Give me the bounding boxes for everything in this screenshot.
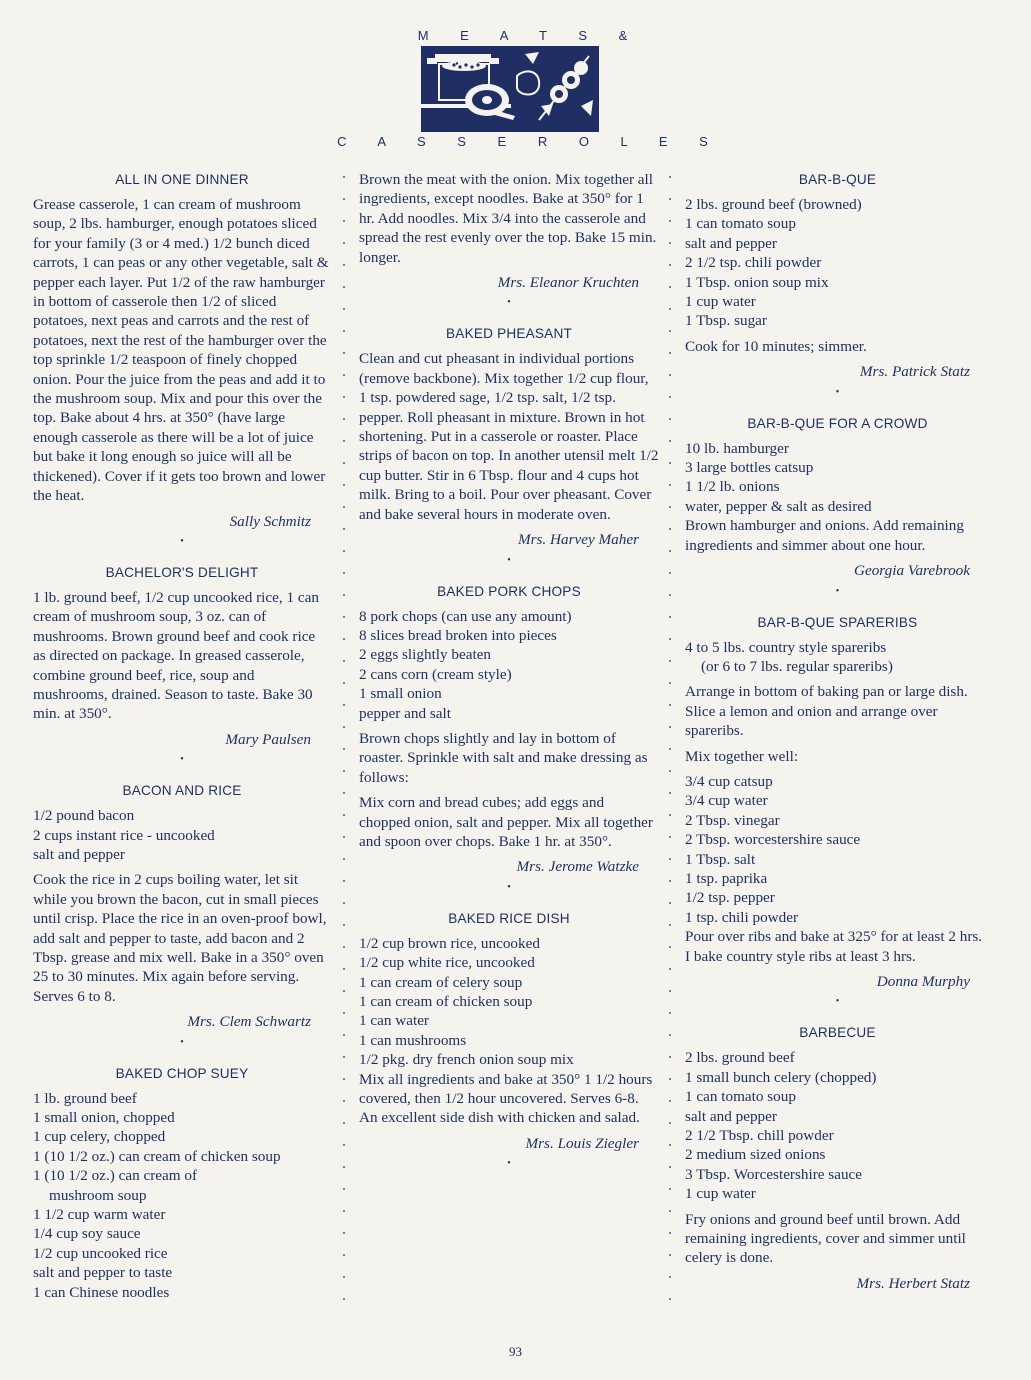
ingredient: 1 can tomato soup bbox=[685, 215, 796, 233]
ingredient: water, pepper & salt as desired bbox=[685, 497, 872, 515]
rule-dot bbox=[669, 1166, 671, 1168]
rule-dot bbox=[669, 770, 671, 772]
ingredient: 3 Tbsp. Worcestershire sauce bbox=[685, 1165, 863, 1183]
ingredient: 1 Tbsp. sugar bbox=[685, 312, 767, 330]
ingredient: (or 6 to 7 lbs. regular spareribs) bbox=[701, 657, 893, 675]
rule-dot bbox=[343, 836, 345, 838]
ingredient-list bbox=[685, 1048, 990, 1203]
rule-dot bbox=[343, 418, 345, 420]
recipe-directions: Pour over ribs and bake at 325° for at least 2 hrs. I bake country style ribs at least 3 hrs. bbox=[685, 928, 983, 965]
rule-dot bbox=[669, 1254, 671, 1256]
rule-dot bbox=[669, 330, 671, 332]
rule-dot bbox=[669, 484, 671, 486]
rule-dot bbox=[343, 748, 345, 750]
rule-dot bbox=[343, 1210, 345, 1212]
recipe-separator-dot: • bbox=[180, 754, 184, 766]
column-middle bbox=[359, 170, 659, 1185]
rule-dot bbox=[669, 1078, 671, 1080]
rule-dot bbox=[343, 220, 345, 222]
recipe-directions: Mix together well: bbox=[685, 747, 799, 765]
ingredient: 1/4 cup soy sauce bbox=[33, 1225, 141, 1243]
rule-dot bbox=[343, 198, 345, 200]
rule-dot bbox=[669, 1188, 671, 1190]
recipe-baked-pork-chops bbox=[359, 582, 659, 895]
recipe-separator-dot: • bbox=[507, 1158, 511, 1170]
ingredient: 3 large bottles catsup bbox=[685, 459, 814, 477]
rule-dot bbox=[669, 1144, 671, 1146]
rule-dot bbox=[669, 440, 671, 442]
rule-dot bbox=[343, 990, 345, 992]
ingredient: 1 can water bbox=[359, 1012, 429, 1030]
ingredient: mushroom soup bbox=[49, 1186, 147, 1204]
ingredient: 3/4 cup catsup bbox=[685, 772, 773, 790]
rule-dot bbox=[669, 396, 671, 398]
ingredient: 1 can cream of celery soup bbox=[359, 973, 523, 991]
rule-dot bbox=[669, 594, 671, 596]
ingredient: salt and pepper bbox=[685, 234, 777, 252]
ingredient: 1 tsp. chili powder bbox=[685, 908, 799, 926]
recipe-author: Mrs. Herbert Statz bbox=[856, 1274, 970, 1292]
ingredient: 1 small onion, chopped bbox=[33, 1109, 175, 1127]
ingredient: 1 Tbsp. onion soup mix bbox=[685, 273, 829, 291]
ingredient-list bbox=[359, 607, 659, 723]
recipe-author: Georgia Varebrook bbox=[854, 562, 970, 580]
ingredient: 2 lbs. ground beef (browned) bbox=[685, 196, 862, 213]
rule-dot bbox=[669, 1100, 671, 1102]
rule-dot bbox=[669, 418, 671, 420]
ingredient-list bbox=[33, 806, 331, 864]
rule-dot bbox=[669, 1298, 671, 1300]
rule-dot bbox=[669, 264, 671, 266]
recipe-author: Mary Paulsen bbox=[225, 730, 311, 748]
rule-dot bbox=[669, 1122, 671, 1124]
rule-dot bbox=[343, 1166, 345, 1168]
rule-dot bbox=[343, 1012, 345, 1014]
rule-dot bbox=[669, 726, 671, 728]
rule-dot bbox=[669, 858, 671, 860]
ingredient: 8 pork chops (can use any amount) bbox=[359, 607, 572, 625]
rule-dot bbox=[343, 1100, 345, 1102]
rule-dot bbox=[343, 726, 345, 728]
recipe-separator-dot: • bbox=[180, 535, 184, 547]
ingredient: 1 (10 1/2 oz.) can cream of chicken soup bbox=[33, 1147, 281, 1165]
ingredient: 1 tsp. paprika bbox=[685, 869, 768, 887]
rule-dot bbox=[669, 946, 671, 948]
recipe-directions: Cook the rice in 2 cups boiling water, let sit while you brown the bacon, cut in small pieces until crisp. Place the rice in an oven-proof bowl, add salt and pepper to taste, add bacon and 2 Tbsp. grease and mix well. Bake in a 350° oven 25 to 30 minutes. Mix again before serving. Serves 6 to 8. bbox=[33, 871, 327, 1005]
rule-dot bbox=[669, 308, 671, 310]
rule-dot bbox=[343, 1034, 345, 1036]
rule-dot bbox=[669, 550, 671, 552]
rule-dot bbox=[669, 1210, 671, 1212]
ingredient: 1/2 pound bacon bbox=[33, 807, 135, 825]
rule-dot bbox=[343, 528, 345, 530]
recipe-separator-dot: • bbox=[835, 585, 840, 597]
recipe-directions: Mix all ingredients and bake at 350° 1 1/2 hours covered, then 1/2 hour uncovered. Serves 6-8. An excellent side dish with chicken and salad. bbox=[359, 1070, 653, 1127]
rule-dot bbox=[343, 902, 345, 904]
rule-dot bbox=[343, 396, 345, 398]
recipe-title: BAKED CHOP SUEY bbox=[115, 1065, 249, 1081]
ingredient: 2 cans corn (cream style) bbox=[359, 665, 512, 683]
rule-dot bbox=[669, 506, 671, 508]
recipe-baked-chop-suey-continued bbox=[359, 170, 659, 310]
recipe-author: Mrs. Louis Ziegler bbox=[525, 1134, 639, 1152]
rule-dot bbox=[343, 682, 345, 684]
rule-dot bbox=[343, 704, 345, 706]
rule-dot bbox=[669, 660, 671, 662]
rule-dot bbox=[343, 1144, 345, 1146]
ingredient: 1 can cream of chicken soup bbox=[359, 993, 533, 1010]
page-number: 93 bbox=[509, 1344, 522, 1359]
rule-dot bbox=[343, 946, 345, 948]
recipe-title: BAR-B-QUE FOR A CROWD bbox=[747, 415, 928, 431]
recipe-title: BAKED PORK CHOPS bbox=[437, 583, 581, 599]
ingredient-list bbox=[685, 638, 990, 677]
recipe-author: Mrs. Jerome Watzke bbox=[516, 858, 639, 876]
recipe-author: Mrs. Clem Schwartz bbox=[187, 1013, 311, 1031]
recipe-directions: Fry onions and ground beef until brown. Add remaining ingredients, cover and simmer until celery is done. bbox=[685, 1210, 966, 1267]
rule-dot bbox=[343, 924, 345, 926]
ingredient: 1 1/2 lb. onions bbox=[685, 478, 780, 496]
rule-dot bbox=[343, 550, 345, 552]
recipe-author: Mrs. Eleanor Kruchten bbox=[497, 274, 639, 292]
recipe-baked-chop-suey bbox=[33, 1064, 331, 1302]
ingredient: 1/2 cup uncooked rice bbox=[33, 1244, 168, 1262]
ingredient-list bbox=[359, 934, 659, 1070]
recipe-title: BACHELOR'S DELIGHT bbox=[105, 564, 259, 580]
recipe-title: BARBECUE bbox=[799, 1025, 876, 1041]
rule-dot bbox=[343, 1078, 345, 1080]
ingredient: 1 (10 1/2 oz.) can cream of bbox=[33, 1167, 198, 1185]
ingredient: 2 eggs slightly beaten bbox=[359, 646, 492, 664]
rule-dot bbox=[343, 880, 345, 882]
rule-dot bbox=[669, 682, 671, 684]
rule-dot bbox=[669, 198, 671, 200]
rule-dot bbox=[669, 1232, 671, 1234]
rule-dot bbox=[343, 660, 345, 662]
rule-dot bbox=[343, 1122, 345, 1124]
ingredient: 1 small bunch celery (chopped) bbox=[685, 1068, 877, 1086]
ingredient: 2 1/2 Tbsp. chill powder bbox=[685, 1127, 834, 1145]
rule-dot bbox=[343, 286, 345, 288]
recipe-author: Mrs. Patrick Statz bbox=[859, 363, 970, 381]
rule-dot bbox=[343, 330, 345, 332]
ingredient: 1 can tomato soup bbox=[685, 1088, 796, 1106]
rule-dot bbox=[669, 1012, 671, 1014]
ingredient: 10 lb. hamburger bbox=[685, 439, 789, 457]
ingredient: 1 1/2 cup warm water bbox=[33, 1206, 166, 1224]
recipe-separator-dot: • bbox=[507, 297, 511, 309]
ingredient: 2 Tbsp. vinegar bbox=[685, 811, 780, 829]
rule-dot bbox=[669, 836, 671, 838]
rule-dot bbox=[343, 968, 345, 970]
recipe-all-in-one-dinner bbox=[33, 170, 331, 549]
recipe-title: BAR-B-QUE SPARERIBS bbox=[757, 614, 918, 630]
rule-dot bbox=[343, 374, 345, 376]
rule-dot bbox=[343, 1298, 345, 1300]
rule-dot bbox=[669, 374, 671, 376]
ingredient: 4 to 5 lbs. country style spareribs bbox=[685, 638, 887, 656]
ingredient: 2 1/2 tsp. chili powder bbox=[685, 254, 822, 272]
rule-dot bbox=[343, 352, 345, 354]
rule-dot bbox=[669, 814, 671, 816]
rule-dot bbox=[343, 242, 345, 244]
ingredient: 1 small onion bbox=[359, 685, 442, 703]
recipe-directions: Cook for 10 minutes; simmer. bbox=[685, 337, 867, 355]
rule-dot bbox=[669, 1056, 671, 1058]
rule-dot bbox=[669, 176, 671, 178]
ingredient: salt and pepper bbox=[685, 1107, 777, 1125]
ingredient: 1 Tbsp. salt bbox=[685, 850, 756, 868]
rule-dot bbox=[343, 770, 345, 772]
rule-dot bbox=[343, 616, 345, 618]
ingredient: 1 can mushrooms bbox=[359, 1031, 467, 1049]
rule-dot bbox=[669, 748, 671, 750]
rule-dot bbox=[669, 704, 671, 706]
recipe-directions: Clean and cut pheasant in individual portions (remove backbone). Mix together 1/2 cup flour, 1 tsp. powdered sage, 1/2 tsp. salt, 1/2 tsp. pepper. Roll pheasant in mixture. Brown in hot shortening. Put in a casserole or roaster. Place strips of bacon on top. In another utensil melt 1/2 cup butter. Stir in 6 Tbsp. flour and 4 cups hot milk. Bring to a boil. Pour over pheasant. Cover and bake several hours in moderate oven. bbox=[359, 350, 659, 523]
rule-dot bbox=[669, 968, 671, 970]
rule-dot bbox=[669, 638, 671, 640]
ingredient: 8 slices bread broken into pieces bbox=[359, 626, 557, 644]
rule-dot bbox=[669, 990, 671, 992]
recipe-separator-dot: • bbox=[507, 881, 511, 893]
recipe-title: ALL IN ONE DINNER bbox=[115, 172, 249, 187]
recipe-baked-rice-dish bbox=[359, 909, 659, 1171]
rule-dot bbox=[669, 352, 671, 354]
rule-dot bbox=[669, 1034, 671, 1036]
recipe-bachelors-delight bbox=[33, 563, 331, 767]
column-divider-right bbox=[669, 176, 673, 1306]
rule-dot bbox=[343, 572, 345, 574]
ingredient-list bbox=[685, 195, 990, 331]
column-left bbox=[33, 170, 331, 1302]
column-right bbox=[685, 170, 990, 1293]
recipe-author: Sally Schmitz bbox=[229, 512, 311, 530]
ingredient: 2 medium sized onions bbox=[685, 1146, 826, 1164]
rule-dot bbox=[669, 286, 671, 288]
rule-dot bbox=[669, 462, 671, 464]
recipe-directions: Arrange in bottom of baking pan or large dish. Slice a lemon and onion and arrange over spareribs. bbox=[685, 683, 968, 740]
recipe-directions: Mix corn and bread cubes; add eggs and chopped onion, salt and pepper. Mix all together and spoon over chops. Bake 1 hr. at 350°. bbox=[359, 794, 653, 850]
recipe-barbecue bbox=[685, 1023, 990, 1293]
ingredient: 2 cups instant rice - uncooked bbox=[33, 826, 215, 844]
rule-dot bbox=[343, 506, 345, 508]
ingredient: 1 cup celery, chopped bbox=[33, 1128, 166, 1146]
ingredient: 1/2 pkg. dry french onion soup mix bbox=[359, 1051, 574, 1069]
rule-dot bbox=[343, 1254, 345, 1256]
rule-dot bbox=[343, 1232, 345, 1234]
ingredient: 1 cup water bbox=[685, 1185, 756, 1203]
recipe-separator-dot: • bbox=[835, 996, 840, 1008]
rule-dot bbox=[669, 572, 671, 574]
rule-dot bbox=[669, 220, 671, 222]
recipe-bacon-and-rice bbox=[33, 781, 331, 1049]
ingredient: pepper and salt bbox=[359, 704, 451, 722]
rule-dot bbox=[343, 814, 345, 816]
ingredient: 2 lbs. ground beef bbox=[685, 1049, 795, 1067]
ingredient: 1/2 tsp. pepper bbox=[685, 889, 775, 907]
recipe-title: BACON AND RICE bbox=[122, 783, 242, 799]
rule-dot bbox=[669, 880, 671, 882]
recipe-author: Donna Murphy bbox=[876, 973, 970, 990]
recipe-bar-b-que-for-a-crowd bbox=[685, 414, 990, 599]
recipe-baked-pheasant bbox=[359, 324, 659, 567]
recipe-directions: Brown hamburger and onions. Add remaining ingredients and simmer about one hour. bbox=[685, 517, 964, 554]
ingredient: 3/4 cup water bbox=[685, 792, 768, 810]
rule-dot bbox=[669, 528, 671, 530]
rule-dot bbox=[669, 792, 671, 794]
ingredient-list bbox=[33, 1089, 331, 1302]
recipe-directions: Brown chops slightly and lay in bottom of roaster. Sprinkle with salt and make dressing as follows: bbox=[359, 729, 648, 786]
rule-dot bbox=[343, 484, 345, 486]
section-title-top: M E A T S & bbox=[417, 28, 642, 43]
rule-dot bbox=[343, 1188, 345, 1190]
rule-dot bbox=[669, 1276, 671, 1278]
rule-dot bbox=[669, 616, 671, 618]
recipe-directions: Grease casserole, 1 can cream of mushroom soup, 2 lbs. hamburger, enough potatoes sliced for your family (3 or 4 med.) 1/2 bunch diced carrots, 1 can peas or any other vegetable, salt & pepper each layer. Put 1/2 of the raw hamburger in bottom of casserole then 1/2 of sliced potatoes, next peas and carrots and the rest of potatoes, next the rest of the hamburger over the top sprinkle 1/2 teaspoon of finely chopped onion. Pour the juice from the peas and add it to the mushroom soup. Mix and pour this over the top. Bake about 4 hrs. at 350° (have large enough casserole as there will be a lot of juice but bake it long enough so juice will all be thickened). Cover if it gets too brown and lower the heat. bbox=[33, 196, 329, 505]
recipe-separator-dot: • bbox=[835, 386, 840, 398]
rule-dot bbox=[669, 902, 671, 904]
ingredient: 1/2 cup white rice, uncooked bbox=[359, 954, 535, 972]
ingredient: 2 Tbsp. worcestershire sauce bbox=[685, 831, 861, 849]
recipe-title: BAKED PHEASANT bbox=[446, 326, 572, 342]
rule-dot bbox=[343, 1056, 345, 1058]
rule-dot bbox=[343, 638, 345, 640]
recipe-title: BAR-B-QUE bbox=[798, 172, 877, 187]
rule-dot bbox=[343, 858, 345, 860]
ingredient: 1 lb. ground beef bbox=[33, 1089, 137, 1107]
rule-dot bbox=[343, 440, 345, 442]
ingredient-list bbox=[685, 772, 990, 927]
rule-dot bbox=[343, 1276, 345, 1278]
rule-dot bbox=[343, 308, 345, 310]
ingredient-list bbox=[685, 439, 990, 517]
ingredient: 1 cup water bbox=[685, 293, 756, 311]
rule-dot bbox=[343, 176, 345, 178]
rule-dot bbox=[343, 594, 345, 596]
section-title-bottom: C A S S E R O L E S bbox=[337, 134, 722, 149]
rule-dot bbox=[343, 462, 345, 464]
ingredient: salt and pepper bbox=[33, 845, 125, 863]
ingredient: 1 can Chinese noodles bbox=[33, 1283, 170, 1301]
recipe-separator-dot: • bbox=[180, 1036, 184, 1048]
rule-dot bbox=[669, 924, 671, 926]
rule-dot bbox=[343, 792, 345, 794]
recipe-directions: Brown the meat with the onion. Mix together all ingredients, except noodles. Bake at 350° for 1 hr. Add noodles. Mix 3/4 into the casserole and spread the rest evenly over the top. Bake 15 min. longer. bbox=[359, 171, 657, 266]
recipe-author: Mrs. Harvey Maher bbox=[517, 531, 639, 549]
ingredient: 1/2 cup brown rice, uncooked bbox=[359, 934, 540, 952]
rule-dot bbox=[343, 264, 345, 266]
recipe-bar-b-que bbox=[685, 170, 990, 400]
pot-meat-onion-emblem-icon bbox=[421, 46, 599, 137]
recipe-title: BAKED RICE DISH bbox=[448, 910, 570, 926]
recipe-directions: 1 lb. ground beef, 1/2 cup uncooked rice, 1 can cream of mushroom soup, 3 oz. can of mushrooms. Brown ground beef and cook rice as directed on package. In greased casserole, combine ground beef, rice, soup and mushrooms, drained. Season to taste. Bake 30 min. at 350°. bbox=[33, 588, 319, 723]
recipe-bar-b-que-spareribs bbox=[685, 613, 990, 1010]
recipe-separator-dot: • bbox=[507, 554, 511, 566]
column-divider-left bbox=[343, 176, 347, 1306]
rule-dot bbox=[669, 242, 671, 244]
ingredient: salt and pepper to taste bbox=[33, 1264, 173, 1282]
